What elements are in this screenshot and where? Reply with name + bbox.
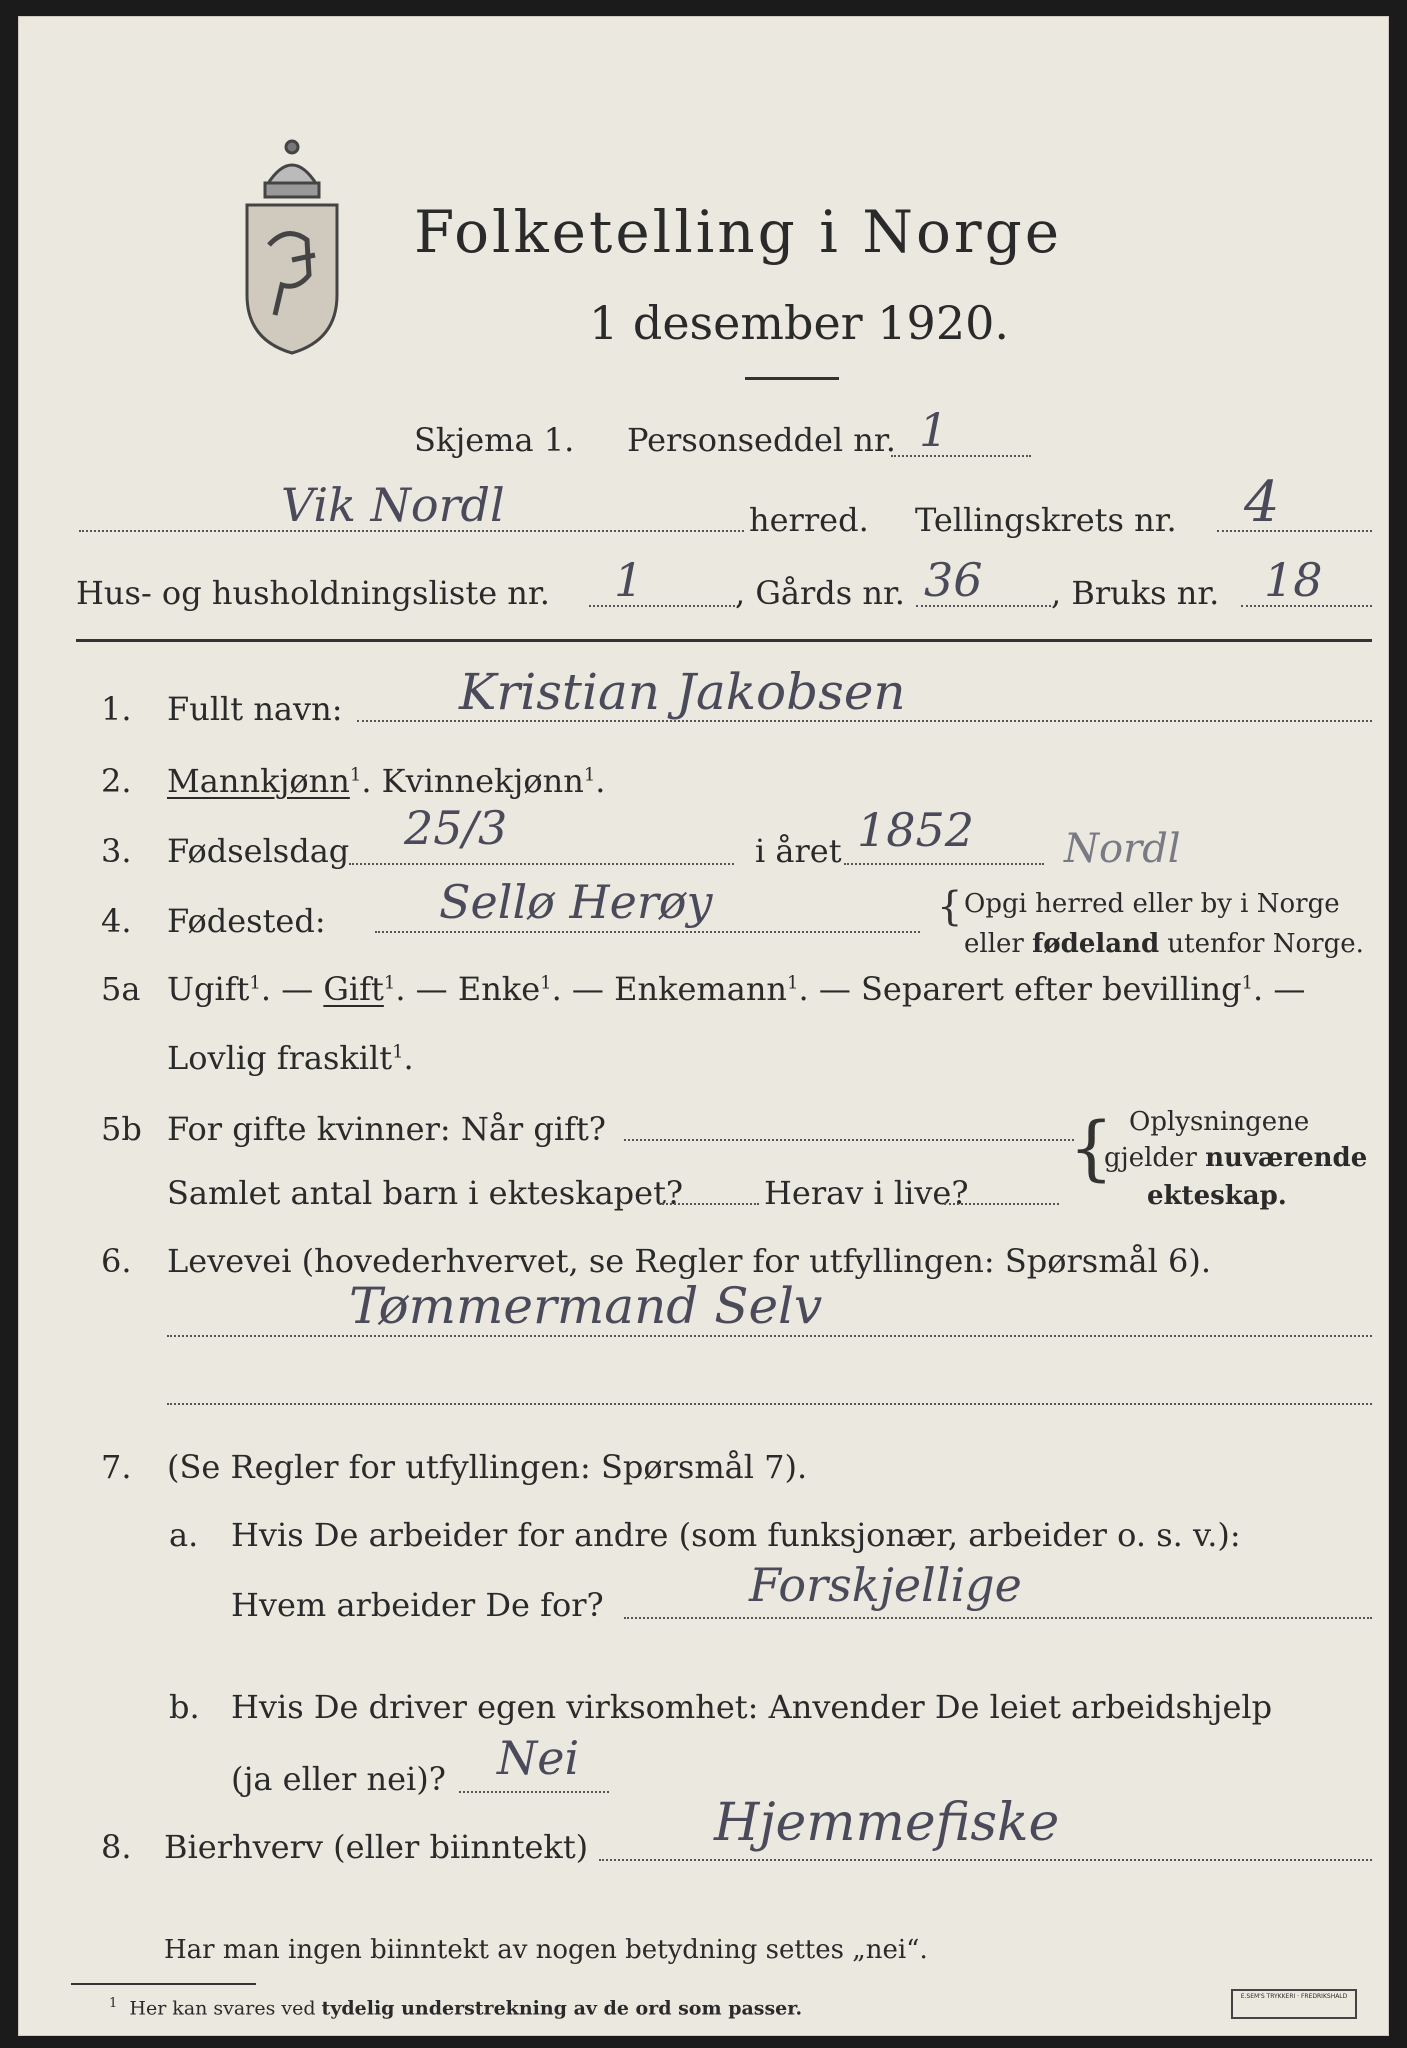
marital-status-line2: Lovlig fraskilt$^1$.	[167, 1039, 414, 1077]
birthday-label: Fødselsdag	[167, 832, 350, 870]
note-brace: {	[937, 884, 963, 930]
birth-margin-note: Nordl	[1064, 826, 1181, 872]
q6-number: 6.	[101, 1242, 132, 1280]
tellingskrets-value: 4	[1244, 470, 1280, 535]
q4-number: 4.	[101, 902, 132, 940]
birthplace-note-2: eller fødeland utenfor Norge.	[964, 929, 1364, 959]
q8-number: 8.	[101, 1828, 132, 1866]
q3-number: 3.	[101, 832, 132, 870]
when-married-label: For gifte kvinner: Når gift?	[167, 1110, 606, 1148]
norwegian-coat-of-arms-icon	[237, 125, 347, 357]
header-rule	[76, 639, 1372, 642]
form-title: Folketelling i Norge	[414, 198, 1063, 266]
schema-label: Skjema 1.	[414, 421, 575, 459]
marriage-note-2: gjelder nuværende	[1104, 1143, 1368, 1173]
birthplace-value: Sellø Herøy	[439, 875, 713, 929]
census-form	[18, 16, 1389, 2036]
marriage-note-1: Oplysningene	[1129, 1107, 1310, 1137]
q5b-number: 5b	[101, 1110, 142, 1148]
q7b-text: Hvis De driver egen virksomhet: Anvender De leiet arbeidshjelp	[231, 1688, 1273, 1726]
herred-label: herred.	[749, 501, 869, 539]
marital-gift-option: Gift	[323, 970, 384, 1008]
side-income-label: Bierhverv (eller biinntekt)	[164, 1828, 589, 1866]
side-income-value: Hjemmefiske	[714, 1793, 1060, 1853]
bruks-value: 18	[1264, 553, 1323, 607]
no-income-note: Har man ingen biinntekt av nogen betydning settes „nei“.	[164, 1935, 928, 1965]
occupation-label: Levevei (hovederhvervet, se Regler for utfyllingen: Spørsmål 6).	[167, 1242, 1212, 1280]
sex-options: Mannkjønn$^1$. Kvinnekjønn$^1$.	[167, 762, 606, 800]
q7-number: 7.	[101, 1448, 132, 1486]
gards-label: , Gårds nr.	[735, 574, 905, 612]
census-date: 1 desember 1920.	[589, 296, 1009, 350]
q7-label: (Se Regler for utfyllingen: Spørsmål 7).	[167, 1448, 808, 1486]
q1-number: 1.	[101, 690, 132, 728]
full-name-label: Fullt navn:	[167, 690, 343, 728]
full-name-value: Kristian Jakobsen	[459, 663, 906, 721]
personseddel-value: 1	[919, 403, 949, 457]
hired-help-label: (ja eller nei)?	[231, 1760, 446, 1798]
birth-year-value: 1852	[857, 803, 975, 857]
herred-value: Vik Nordl	[281, 478, 505, 532]
birthday-value: 25/3	[404, 801, 508, 855]
marriage-note-brace: {	[1069, 1107, 1114, 1189]
husholdningsliste-label: Hus- og husholdningsliste nr.	[76, 574, 550, 612]
q7b-letter: b.	[169, 1688, 200, 1726]
birthplace-label: Fødested:	[167, 902, 326, 940]
q7a-text: Hvis De arbeider for andre (som funksjonær, arbeider o. s. v.):	[231, 1516, 1241, 1554]
q2-number: 2.	[101, 762, 132, 800]
bruks-label: , Bruks nr.	[1051, 574, 1220, 612]
printer-stamp: E.SEM'S TRYKKERI · FREDRIKSHALD	[1231, 1989, 1357, 2019]
marriage-note-3: ekteskap.	[1147, 1181, 1287, 1211]
employer-label: Hvem arbeider De for?	[231, 1586, 604, 1624]
q5a-number: 5a	[101, 970, 141, 1008]
footnote-rule	[71, 1983, 256, 1985]
children-alive-label: Herav i live?	[764, 1174, 969, 1212]
hired-help-value: Nei	[497, 1731, 580, 1785]
personseddel-label: Personseddel nr.	[627, 421, 896, 459]
q7a-letter: a.	[169, 1516, 199, 1554]
sex-male-option: Mannkjønn	[167, 762, 350, 800]
title-divider	[745, 377, 839, 380]
occupation-value: Tømmermand Selv	[349, 1277, 823, 1335]
children-count-label: Samlet antal barn i ekteskapet?	[167, 1174, 684, 1212]
footnote: $^1$ Her kan svares ved tydelig understrekning av de ord som passer.	[109, 1996, 803, 2020]
gards-value: 36	[924, 553, 983, 607]
employer-value: Forskjellige	[749, 1558, 1022, 1612]
husholdningsliste-value: 1	[614, 553, 644, 607]
birth-year-label: i året	[755, 832, 842, 870]
tellingskrets-label: Tellingskrets nr.	[915, 501, 1177, 539]
birthplace-note-1: Opgi herred eller by i Norge	[964, 889, 1340, 919]
marital-status-options: Ugift$^1$. — Gift$^1$. — Enke$^1$. — Enkemann$^1$. — Separert efter bevilling$^1$. —	[167, 970, 1306, 1008]
